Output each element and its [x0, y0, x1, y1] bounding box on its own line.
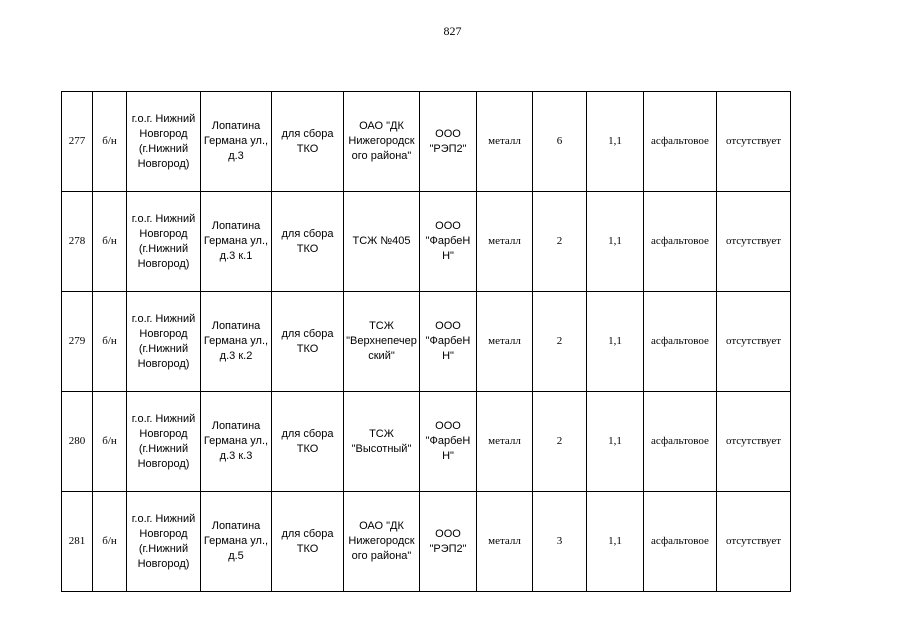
address-cell: Лопатина Германа ул., д.5	[201, 492, 272, 592]
surface-type-cell: асфальтовое	[644, 392, 717, 492]
owner-cell: ТСЖ "Высотный"	[344, 392, 420, 492]
fence-cell: отсутствует	[717, 92, 791, 192]
address-cell: Лопатина Германа ул., д.3 к.3	[201, 392, 272, 492]
address-cell: Лопатина Германа ул., д.3 к.2	[201, 292, 272, 392]
surface-type-cell: асфальтовое	[644, 192, 717, 292]
container-volume-cell: 1,1	[587, 392, 644, 492]
table-row	[62, 92, 791, 192]
container-material-cell: металл	[477, 92, 533, 192]
row-number-cell: 280	[62, 392, 93, 492]
settlement-cell: г.о.г. Нижний Новгород (г.Нижний Новгород)	[127, 492, 201, 592]
container-count-cell: 6	[533, 92, 587, 192]
row-number-cell: 278	[62, 192, 93, 292]
surface-type-cell: асфальтовое	[644, 292, 717, 392]
row-number-cell: 281	[62, 492, 93, 592]
fence-cell: отсутствует	[717, 192, 791, 292]
container-volume-cell: 1,1	[587, 292, 644, 392]
house-number-cell: б/н	[93, 192, 127, 292]
surface-type-cell: асфальтовое	[644, 492, 717, 592]
operator-cell: ООО "РЭП2"	[420, 92, 477, 192]
settlement-cell: г.о.г. Нижний Новгород (г.Нижний Новгород)	[127, 92, 201, 192]
container-material-cell: металл	[477, 392, 533, 492]
fence-cell: отсутствует	[717, 392, 791, 492]
purpose-cell: для сбора ТКО	[272, 192, 344, 292]
fence-cell: отсутствует	[717, 492, 791, 592]
row-number-cell: 277	[62, 92, 93, 192]
house-number-cell: б/н	[93, 292, 127, 392]
operator-cell: ООО "ФарбеН Н"	[420, 292, 477, 392]
container-volume-cell: 1,1	[587, 92, 644, 192]
page-number: 827	[443, 24, 462, 38]
container-material-cell: металл	[477, 192, 533, 292]
purpose-cell: для сбора ТКО	[272, 392, 344, 492]
operator-cell: ООО "ФарбеН Н"	[420, 192, 477, 292]
address-cell: Лопатина Германа ул., д.3 к.1	[201, 192, 272, 292]
settlement-cell: г.о.г. Нижний Новгород (г.Нижний Новгород)	[127, 292, 201, 392]
container-material-cell: металл	[477, 292, 533, 392]
address-cell: Лопатина Германа ул., д.3	[201, 92, 272, 192]
container-count-cell: 2	[533, 392, 587, 492]
container-count-cell: 2	[533, 292, 587, 392]
purpose-cell: для сбора ТКО	[272, 492, 344, 592]
fence-cell: отсутствует	[717, 292, 791, 392]
owner-cell: ОАО "ДК Нижегородск ого района"	[344, 492, 420, 592]
row-number-cell: 279	[62, 292, 93, 392]
container-volume-cell: 1,1	[587, 492, 644, 592]
settlement-cell: г.о.г. Нижний Новгород (г.Нижний Новгород)	[127, 192, 201, 292]
owner-cell: ТСЖ №405	[344, 192, 420, 292]
table-row	[62, 492, 791, 592]
operator-cell: ООО "РЭП2"	[420, 492, 477, 592]
container-material-cell: металл	[477, 492, 533, 592]
owner-cell: ОАО "ДК Нижегородск ого района"	[344, 92, 420, 192]
house-number-cell: б/н	[93, 92, 127, 192]
registry-table	[61, 91, 791, 592]
house-number-cell: б/н	[93, 392, 127, 492]
operator-cell: ООО "ФарбеН Н"	[420, 392, 477, 492]
table-row	[62, 392, 791, 492]
settlement-cell: г.о.г. Нижний Новгород (г.Нижний Новгород)	[127, 392, 201, 492]
table-row	[62, 192, 791, 292]
house-number-cell: б/н	[93, 492, 127, 592]
surface-type-cell: асфальтовое	[644, 92, 717, 192]
container-volume-cell: 1,1	[587, 192, 644, 292]
container-count-cell: 3	[533, 492, 587, 592]
owner-cell: ТСЖ "Верхнепечер ский"	[344, 292, 420, 392]
purpose-cell: для сбора ТКО	[272, 92, 344, 192]
purpose-cell: для сбора ТКО	[272, 292, 344, 392]
table-row	[62, 292, 791, 392]
container-count-cell: 2	[533, 192, 587, 292]
